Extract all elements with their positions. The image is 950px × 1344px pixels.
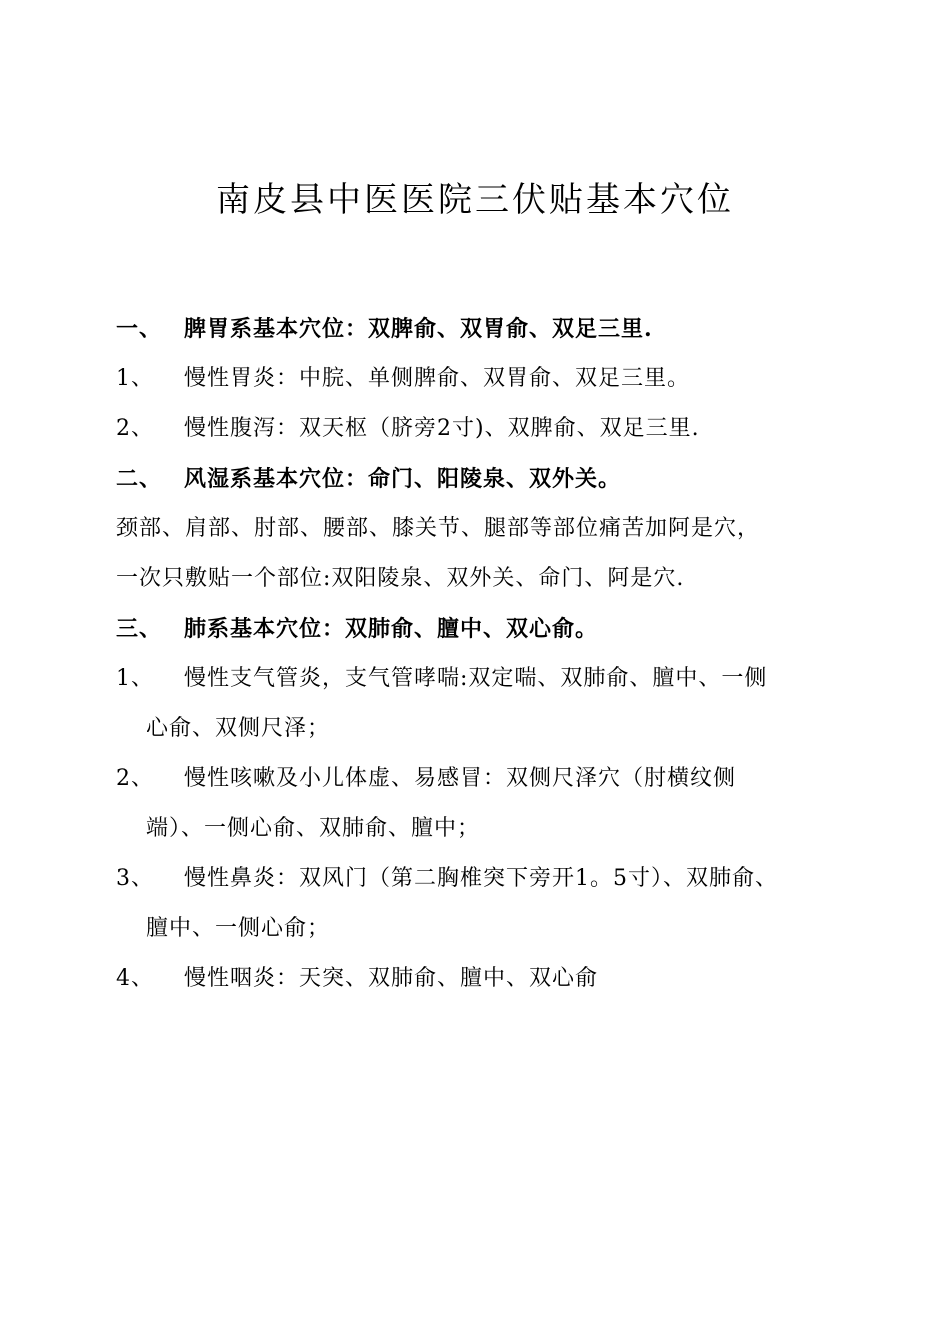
item-number: 4、 bbox=[116, 966, 154, 991]
list-item bbox=[116, 404, 876, 454]
list-item bbox=[116, 354, 876, 404]
list-item bbox=[116, 854, 876, 904]
section-text: 风湿系基本穴位：命门、阳陵泉、双外关。 bbox=[184, 466, 622, 492]
item-number: 3、 bbox=[116, 866, 154, 891]
document-body bbox=[116, 304, 876, 1004]
list-item bbox=[116, 754, 876, 804]
item-text: 慢性支气管炎，支气管哮喘:双定喘、双肺俞、膻中、一侧 bbox=[184, 666, 768, 691]
paragraph-line: 颈部、肩部、肘部、腰部、膝关节、腿部等部位痛苦加阿是穴， bbox=[116, 516, 761, 541]
paragraph-line: 一次只敷贴一个部位:双阳陵泉、双外关、命门、阿是穴. bbox=[116, 566, 685, 591]
list-item-continuation: 膻中、一侧心俞； bbox=[146, 916, 331, 941]
item-text: 慢性鼻炎：双风门（第二胸椎突下旁开1。5寸）、双肺俞、 bbox=[184, 866, 778, 891]
section-number: 一、 bbox=[116, 316, 163, 342]
item-text: 慢性胃炎：中脘、单侧脾俞、双胃俞、双足三里。 bbox=[184, 366, 691, 391]
list-item-continuation: 心俞、双侧尺泽； bbox=[146, 716, 331, 741]
list-item-continuation: 端）、一侧心俞、双肺俞、膻中； bbox=[146, 816, 481, 841]
section-number: 三、 bbox=[116, 616, 163, 642]
section-heading-spleen-stomach bbox=[116, 304, 876, 354]
section-text: 肺系基本穴位：双肺俞、膻中、双心俞。 bbox=[184, 616, 599, 642]
section-heading-rheumatism bbox=[116, 454, 876, 504]
list-item bbox=[116, 954, 876, 1004]
item-text: 慢性咳嗽及小儿体虚、易感冒：双侧尺泽穴（肘横纹侧 bbox=[184, 766, 737, 791]
section-text: 脾胃系基本穴位：双脾俞、双胃俞、双足三里. bbox=[184, 316, 653, 342]
item-number: 1、 bbox=[116, 666, 154, 691]
section-number: 二、 bbox=[116, 466, 163, 492]
section-heading-lung bbox=[116, 604, 876, 654]
item-number: 2、 bbox=[116, 416, 154, 441]
document-title: 南皮县中医医院三伏贴基本穴位 bbox=[216, 180, 734, 220]
item-text: 慢性咽炎：天突、双肺俞、膻中、双心俞 bbox=[184, 966, 599, 991]
item-number: 1、 bbox=[116, 366, 154, 391]
item-text: 慢性腹泻：双天枢（脐旁2寸)、双脾俞、双足三里. bbox=[184, 416, 700, 441]
list-item bbox=[116, 654, 876, 704]
item-number: 2、 bbox=[116, 766, 154, 791]
